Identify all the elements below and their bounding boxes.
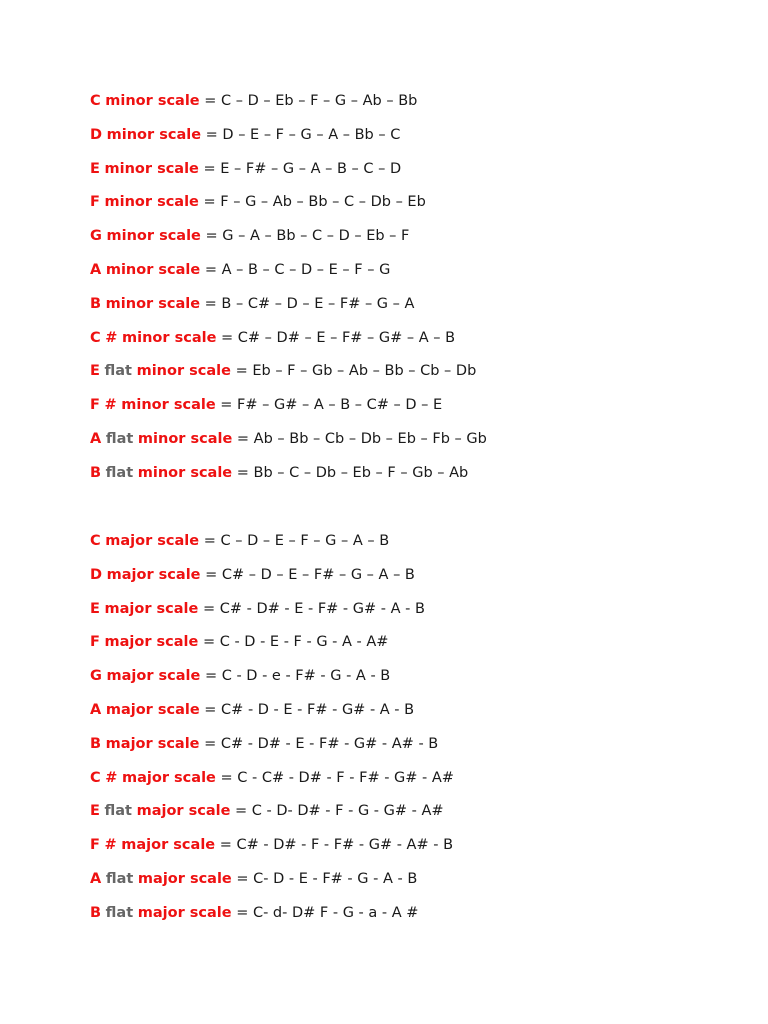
scale-type: major scale — [106, 668, 201, 685]
scale-type: minor scale — [104, 194, 199, 211]
scale-line — [90, 189, 748, 223]
scale-notes: = C- D - E - F# - G - A - B — [236, 870, 418, 887]
major-scales-list — [90, 528, 748, 934]
scale-line — [90, 866, 748, 900]
scale-type: major scale — [136, 803, 231, 820]
scale-type: minor scale — [137, 464, 233, 481]
scale-key: F — [90, 194, 100, 211]
scale-notes: = Bb – C – Db – Eb – F – Gb – Ab — [236, 464, 469, 481]
scale-notes: = F – G – Ab – Bb – C – Db – Eb — [203, 194, 426, 211]
scale-notes: = C# – D# – E – F# – G# – A – B — [221, 329, 456, 346]
scale-type: minor scale — [122, 329, 217, 346]
scale-line — [90, 528, 748, 562]
scale-line — [90, 765, 748, 799]
scale-line — [90, 358, 748, 392]
scale-line — [90, 663, 748, 697]
scale-type: major scale — [106, 566, 201, 583]
scale-type: major scale — [137, 870, 232, 887]
scale-key: G — [90, 668, 102, 685]
scale-notes: = C - D - e - F# - G - A - B — [204, 668, 391, 685]
scale-notes: = D – E – F – G – A – Bb – C — [205, 126, 401, 143]
scale-key: C — [90, 533, 101, 549]
scale-type: minor scale — [137, 430, 233, 447]
scale-line — [90, 392, 748, 426]
scale-key: A — [90, 701, 102, 718]
scale-key: F — [90, 634, 100, 651]
scale-type: minor scale — [106, 228, 201, 245]
scale-key: A — [90, 261, 102, 278]
scale-notes: = Eb – F – Gb – Ab – Bb – Cb – Db — [235, 363, 477, 380]
scale-type: minor scale — [106, 126, 202, 143]
scale-accidental: # — [104, 837, 117, 854]
scale-notes: = F# – G# – A – B – C# – D – E — [220, 397, 443, 414]
scale-notes: = C# - D# - F - F# - G# - A# - B — [219, 837, 454, 854]
scale-notes: = E – F# – G – A – B – C – D — [203, 160, 402, 177]
scale-type: major scale — [104, 634, 199, 651]
scale-key: E — [90, 160, 100, 177]
scale-flat-label: flat — [105, 430, 134, 447]
scale-key: F — [90, 837, 100, 854]
scale-key: A — [90, 870, 102, 887]
scale-key: A — [90, 430, 102, 447]
scale-key: G — [90, 228, 102, 245]
scale-flat-label: flat — [105, 904, 134, 921]
scale-notes: = C - D - E - F - G - A - A# — [202, 634, 389, 651]
scale-notes: = C - D- D# - F - G - G# - A# — [235, 803, 444, 820]
scale-line — [90, 832, 748, 866]
scale-flat-label: flat — [104, 363, 132, 380]
scale-key: E — [90, 363, 100, 380]
scale-key: E — [90, 600, 100, 617]
scale-line — [90, 596, 748, 630]
scale-notes: = C – D – E – F – G – A – B — [203, 533, 390, 549]
scale-key: E — [90, 803, 100, 820]
scale-accidental: # — [105, 329, 118, 346]
scale-type: major scale — [122, 769, 216, 786]
scale-type: minor scale — [104, 160, 199, 177]
scale-type: minor scale — [121, 397, 216, 414]
scale-key: B — [90, 295, 102, 312]
scale-type: major scale — [105, 701, 200, 718]
scale-key: C — [90, 93, 101, 109]
scale-type: major scale — [137, 904, 232, 921]
scale-notes: = C# - D# - E - F# - G# - A# - B — [204, 735, 439, 752]
scale-line — [90, 697, 748, 731]
scale-type: minor scale — [105, 93, 200, 109]
scale-type: major scale — [105, 533, 200, 549]
scale-line — [90, 426, 748, 460]
scale-key: D — [90, 566, 103, 583]
scale-notes: = C# - D# - E - F# - G# - A - B — [202, 600, 425, 617]
scale-key: B — [90, 904, 102, 921]
scale-notes: = C# – D – E – F# – G – A – B — [205, 566, 415, 583]
scale-line — [90, 562, 748, 596]
scale-line — [90, 731, 748, 765]
scale-flat-label: flat — [105, 870, 134, 887]
scale-type: minor scale — [105, 261, 201, 278]
scale-notes: = G – A – Bb – C – D – Eb – F — [205, 228, 410, 245]
scale-line — [90, 325, 748, 359]
scale-key: C — [90, 329, 101, 346]
scale-notes: = C - C# - D# - F - F# - G# - A# — [220, 769, 454, 786]
scale-notes: = Ab – Bb – Cb – Db – Eb – Fb – Gb — [236, 430, 487, 447]
scale-notes: = C – D – Eb – F – G – Ab – Bb — [204, 93, 418, 109]
scale-line — [90, 156, 748, 190]
scale-key: B — [90, 735, 102, 752]
scale-line — [90, 122, 748, 156]
scale-accidental: # — [104, 397, 117, 414]
scale-key: D — [90, 126, 103, 143]
scale-type: minor scale — [105, 295, 201, 312]
scale-line — [90, 88, 748, 122]
scale-line — [90, 798, 748, 832]
scale-notes: = C# - D - E - F# - G# - A - B — [204, 701, 415, 718]
scale-line — [90, 460, 748, 494]
scale-key: B — [90, 464, 102, 481]
scale-type: minor scale — [136, 363, 231, 380]
scale-flat-label: flat — [104, 803, 132, 820]
scale-type: major scale — [121, 837, 216, 854]
scale-line — [90, 900, 748, 934]
minor-scales-list — [90, 88, 748, 494]
scale-line — [90, 257, 748, 291]
scale-line — [90, 291, 748, 325]
scale-line — [90, 629, 748, 663]
scale-line — [90, 223, 748, 257]
scale-notes: = A – B – C – D – E – F – G — [204, 261, 391, 278]
scale-flat-label: flat — [105, 464, 134, 481]
scale-notes: = C- d- D# F - G - a - A # — [236, 904, 419, 921]
scale-key: C — [90, 769, 101, 786]
scale-key: F — [90, 397, 100, 414]
scale-type: major scale — [104, 600, 199, 617]
scale-type: major scale — [105, 735, 200, 752]
scale-accidental: # — [105, 769, 118, 786]
scale-notes: = B – C# – D – E – F# – G – A — [204, 295, 415, 312]
